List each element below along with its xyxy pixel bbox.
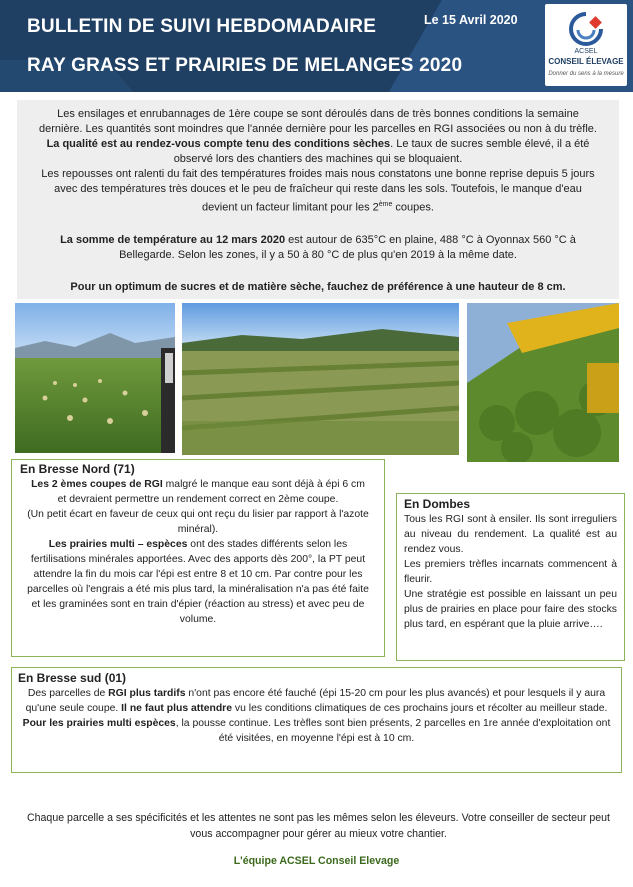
bresse-sud-paragraph-2: Pour les prairies multi espèces, la pousse continue. Les trèfles sont bien présents, 2 parcelles en 1re année d'exploitation ont été visitées, en moyenne l'épi est à 10 cm. xyxy=(22,718,611,744)
acsel-logo xyxy=(545,4,627,86)
logo-acsel: ACSEL xyxy=(574,48,598,55)
quality-highlight: La qualité est au rendez-vous compte tenu des conditions sèches xyxy=(46,138,391,150)
signature: L'équipe ACSEL Conseil Elevage xyxy=(233,855,400,867)
intro-paragraph-2: La qualité est au rendez-vous compte tenu des conditions sèches. Le taux de sucres semble élevé, il a été observé lors des chantiers des machines qui se bloquaient. xyxy=(46,138,590,165)
footer-note: Chaque parcelle a ses spécificités et les attentes ne sont pas les mêmes selon les éleveurs. Votre conseiller de secteur peut vous accompagner pour gérer au mieux votre chantier. xyxy=(27,812,610,840)
intro-section xyxy=(17,100,619,299)
logo-tagline: Donner du sens à la mesure xyxy=(548,71,624,77)
bulletin-title: BULLETIN DE SUIVI HEBDOMADAIRE xyxy=(27,16,377,37)
bresse-nord-section xyxy=(11,459,385,657)
intro-paragraph-1: Les ensilages et enrubannages de 1ère coupe se sont déroulés dans de très bonnes conditions la semaine dernière. Les quantités sont moindres que l'année dernière pour les parcelles en RGI associées ou non à du trèfle. xyxy=(39,108,597,135)
mowed-field-photo xyxy=(182,303,459,455)
acsel-logo-icon xyxy=(567,10,605,48)
temperature-sum-highlight: La somme de température au 12 mars 2020 xyxy=(60,233,286,246)
dombes-title: En Dombes xyxy=(404,497,471,511)
dombes-paragraph-1: Tous les RGI sont à ensiler. Ils sont irreguliers au niveau du rendement. La qualité est au rendez vous. xyxy=(404,514,617,555)
intro-recommendation: Pour un optimum de sucres et de matière sèche, fauchez de préférence à une hauteur de 8 cm. xyxy=(70,280,566,293)
bresse-sud-title: En Bresse sud (01) xyxy=(18,671,127,685)
header-banner xyxy=(0,0,633,92)
bresse-nord-paragraph-1: Les 2 èmes coupes de RGI malgré le manque eau sont déjà à épi 6 cm et devraient permettre un rendement correct en 2ème coupe. xyxy=(31,479,365,505)
bresse-nord-paragraph-2: (Un petit écart en faveur de ceux qui ont reçu du lisier par rapport à l'azote minéral). xyxy=(27,509,369,535)
dombes-section xyxy=(396,493,625,661)
bulletin-date: Le 15 Avril 2020 xyxy=(424,13,518,27)
intro-paragraph-4: La somme de température au 12 mars 2020 est autour de 635°C en plaine, 488 °C à Oyonnax 560 °C à Bellegarde. Selon les zones, il y a 50 à 80 °C de plus qu'en 2019 à la même date. xyxy=(60,233,576,261)
bulletin-subtitle: RAY GRASS ET PRAIRIES DE MELANGES 2020 xyxy=(27,55,463,76)
field-bales-photo xyxy=(15,303,175,453)
intro-paragraph-3: Les repousses ont ralenti du fait des températures froides mais nous constatons une bonne reprise depuis 5 jours avec des températures très douces et le peu de fraîcheur qui reste dans les sols. Toutefois, le manque d'eau devient un facteur limitant pour les 2ème coupes. xyxy=(41,168,595,214)
bresse-sud-paragraph-1: Des parcelles de RGI plus tardifs n'ont pas encore été fauché (épi 15-20 cm pour les plus avancés) et pour lesquels il y aura qu'une seule coupe. Il ne faut plus attendre vu les conditions climatiques de ces prochains jours et récolter au meilleur stade. xyxy=(25,688,608,714)
logo-conseil-elevage: CONSEIL ÉLEVAGE xyxy=(548,57,624,66)
silage-harvest-photo xyxy=(467,303,619,462)
bresse-nord-paragraph-3: Les prairies multi – espèces ont des stades différents selon les fertilisations minérales apportées. Avec des apports dès 200°, la PT peut attendre la fin du mois car l'épi est entre 8 et 10 cm. Par contre pour les parcelles où l'engrais a été mis plus tard, la minéralisation n'a pas été faite et les graminées sont en train d'épier (réaction au stress) et avec peu de volume. xyxy=(27,539,369,625)
dombes-paragraph-3: Une stratégie est possible en laissant un peu plus de prairies en place pour faire des stocks plus tard, en espérant que la pluie arrive…. xyxy=(404,589,617,630)
bresse-sud-section xyxy=(11,667,622,773)
dombes-paragraph-2: Les premiers trèfles incarnats commencent à fleurir. xyxy=(404,559,617,585)
bresse-nord-title: En Bresse Nord (71) xyxy=(20,462,135,476)
